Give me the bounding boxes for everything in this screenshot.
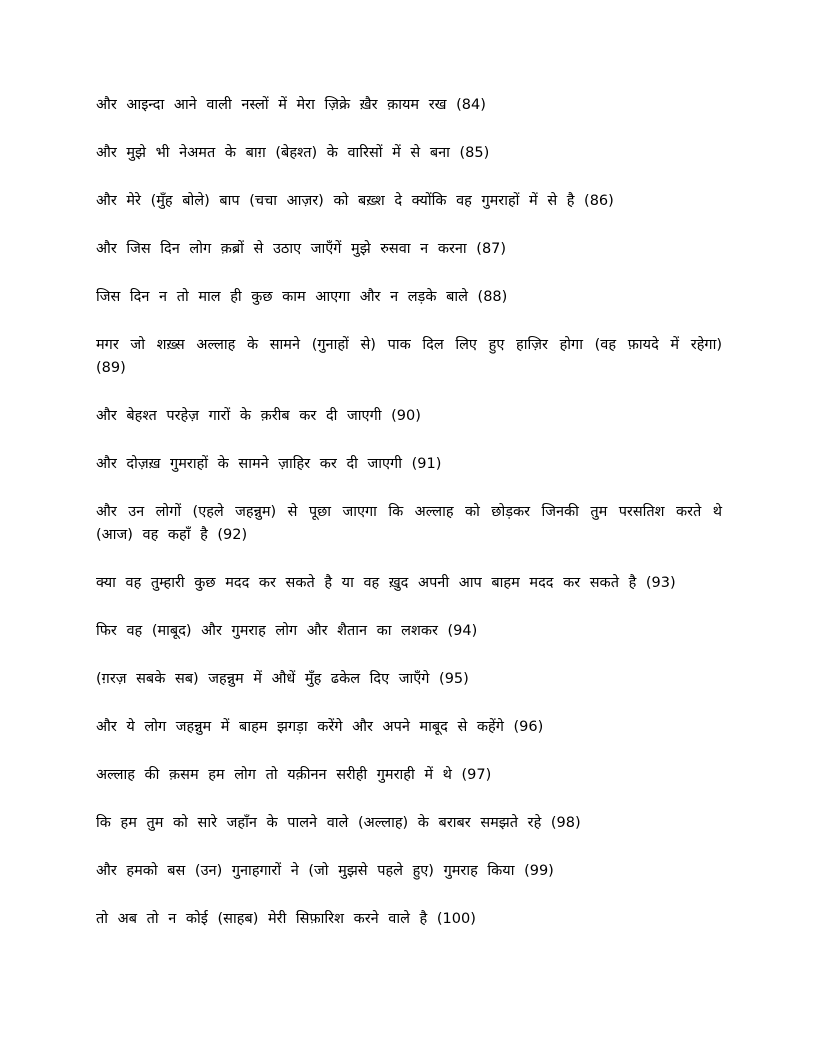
verse-90: और बेहश्त परहेज़ गारों के क़रीब कर दी जाएगी (90) — [96, 408, 421, 424]
verse-96: और ये लोग जहन्नुम में बाहम झगड़ा करेंगे और अपने माबूद से कहेंगे (96) — [96, 719, 544, 735]
verse-list — [96, 94, 722, 956]
verse-87: और जिस दिन लोग क़ब्रों से उठाए जाएँगें मुझे रुसवा न करना (87) — [96, 241, 507, 257]
verse-93: क्या वह तुम्हारी कुछ मदद कर सकते है या वह ख़ुद अपनी आप बाहम मदद कर सकते है (93) — [96, 575, 676, 591]
verse-95: (ग़रज़ सबके सब) जहन्नुम में औधें मुँह ढकेल दिए जाएँगे (95) — [96, 671, 469, 687]
verse-91: और दोज़ख़ गुमराहों के सामने ज़ाहिर कर दी जाएगी (91) — [96, 456, 442, 472]
verse-97: अल्लाह की क़सम हम लोग तो यक़ीनन सरीही गुमराही में थे (97) — [96, 767, 492, 783]
verse-86: और मेरे (मुँह बोले) बाप (चचा आज़र) को बख़्श दे क्योंकि वह गुमराहों में से है (86) — [96, 193, 614, 209]
verse-94: फिर वह (माबूद) और गुमराह लोग और शैतान का लशकर (94) — [96, 623, 478, 639]
verse-92: और उन लोगों (एहले जहन्नुम) से पूछा जाएगा कि अल्लाह को छोड़कर जिनकी तुम परसतिश करते थे (आज) वह कहाँ है (92) — [96, 504, 722, 543]
verse-85: और मुझे भी नेअमत के बाग़ (बेहश्त) के वारिसों में से बना (85) — [96, 145, 490, 161]
verse-98: कि हम तुम को सारे जहाँन के पालने वाले (अल्लाह) के बराबर समझते रहे (98) — [96, 815, 581, 831]
verse-88: जिस दिन न तो माल ही कुछ काम आएगा और न लड़के बाले (88) — [96, 289, 508, 305]
verse-100: तो अब तो न कोई (साहब) मेरी सिफ़ारिश करने वाले है (100) — [96, 911, 476, 927]
verse-84: और आइन्दा आने वाली नस्लों में मेरा ज़िक्रे ख़ैर क़ायम रख (84) — [96, 97, 486, 113]
verse-89: मगर जो शख़्स अल्लाह के सामने (गुनाहों से) पाक दिल लिए हुए हाज़िर होगा (वह फ़ायदे में रहेगा) (89) — [96, 337, 722, 376]
verse-99: और हमको बस (उन) गुनाहगारों ने (जो मुझसे पहले हुए) गुमराह किया (99) — [96, 863, 554, 879]
